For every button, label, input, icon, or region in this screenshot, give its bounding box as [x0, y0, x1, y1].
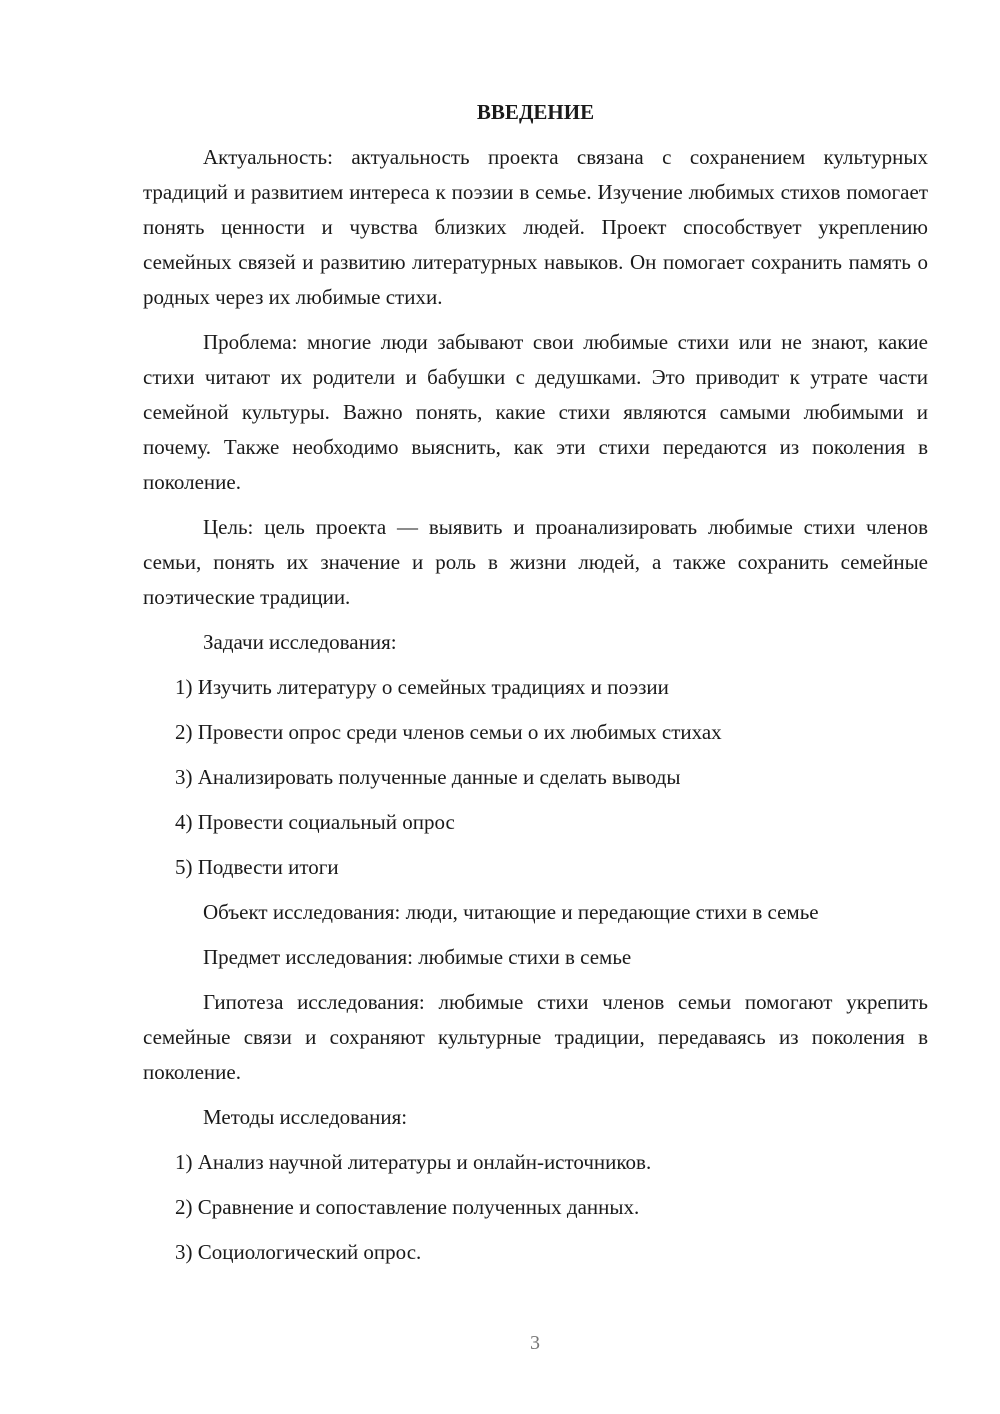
list-item: 5) Подвести итоги: [175, 855, 339, 879]
list-item: 2) Сравнение и сопоставление полученных данных.: [175, 1195, 640, 1219]
object-line: Объект исследования: люди, читающие и передающие стихи в семье: [203, 900, 819, 924]
relevance-paragraph: Актуальность: актуальность проекта связана с сохранением культурных традиций и развитием интереса к поэзии в семье. Изучение любимых стихов помогает понять ценности и чувства близких людей. Проект способствует укреплению семейных связей и развитию литературных навыков. Он помогает сохранить память о родных через их любимые стихи.: [143, 145, 928, 309]
tasks-list: [143, 670, 928, 885]
subject-line: Предмет исследования: любимые стихи в семье: [203, 945, 632, 969]
list-item: 3) Анализировать полученные данные и сделать выводы: [175, 765, 681, 789]
page-number: 3: [530, 1332, 540, 1354]
list-item: 1) Изучить литературу о семейных традициях и поэзии: [175, 675, 669, 699]
list-item: 3) Социологический опрос.: [175, 1240, 422, 1264]
list-item: 1) Анализ научной литературы и онлайн-источников.: [175, 1150, 652, 1174]
goal-paragraph: Цель: цель проекта — выявить и проанализировать любимые стихи членов семьи, понять их значение и роль в жизни людей, а также сохранить семейные поэтические традиции.: [143, 515, 928, 609]
list-item: 2) Провести опрос среди членов семьи о их любимых стихах: [175, 720, 722, 744]
hypothesis-paragraph: Гипотеза исследования: любимые стихи членов семьи помогают укрепить семейные связи и сохраняют культурные традиции, передаваясь из поколения в поколение.: [143, 990, 928, 1084]
tasks-heading: Задачи исследования:: [203, 630, 397, 654]
methods-list: [143, 1145, 928, 1270]
document-page: [143, 95, 928, 1280]
problem-paragraph: Проблема: многие люди забывают свои любимые стихи или не знают, какие стихи читают их родители и бабушки с дедушками. Это приводит к утрате части семейной культуры. Важно понять, какие стихи являются самыми любимыми и почему. Также необходимо выяснить, как эти стихи передаются из поколения в поколение.: [143, 330, 928, 494]
methods-heading: Методы исследования:: [203, 1105, 408, 1129]
list-item: 4) Провести социальный опрос: [175, 810, 455, 834]
section-title: ВВЕДЕНИЕ: [476, 100, 595, 124]
